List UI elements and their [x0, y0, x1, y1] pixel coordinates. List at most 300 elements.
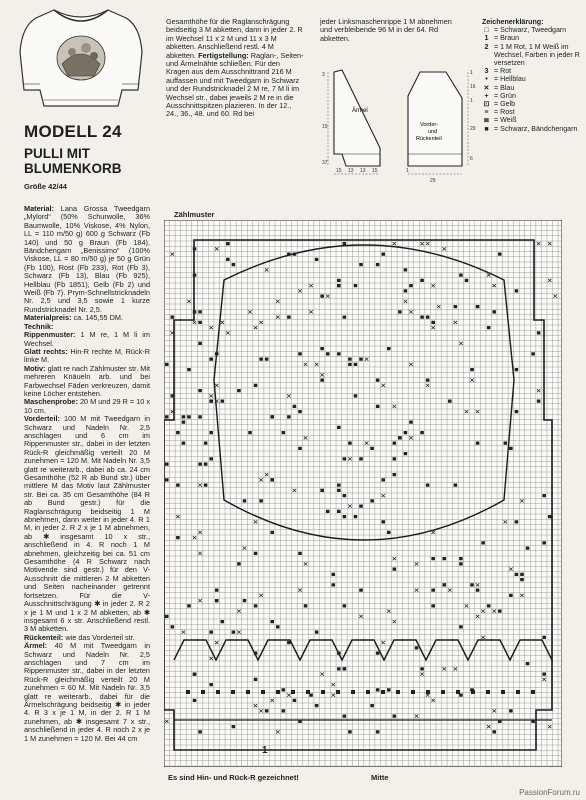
stitch-mark	[404, 268, 408, 271]
stitch-mark	[254, 604, 258, 607]
stitch-mark	[337, 279, 341, 282]
chart-footer-note: Es sind Hin- und Rück-R gezeichnet!	[168, 773, 299, 782]
stitch-mark	[381, 253, 385, 256]
band-stitch	[456, 690, 460, 694]
stitch-mark	[320, 347, 324, 350]
price-label: Materialpreis:	[24, 313, 72, 323]
stitch-mark	[215, 589, 219, 592]
subtitle-line-2: BLUMENKORB	[24, 161, 122, 176]
legend-symbol: ■	[484, 124, 489, 133]
stitch-mark	[398, 436, 402, 439]
stitch-mark	[298, 447, 302, 450]
stitch-mark	[381, 520, 385, 523]
dim-sleeve-bottom: 15	[336, 168, 342, 174]
stitch-mark	[165, 478, 169, 481]
stitch-mark	[376, 652, 380, 655]
stitch-mark	[221, 620, 225, 623]
stitch-mark	[420, 316, 424, 319]
chart-center-label: Mitte	[371, 773, 389, 782]
raglan-text: Gesamthöhe für die Raglanschrägung beidseitig 3 M abketten, dann in jeder 2. R im Wechsel 11 x 2 M und 11 x 3 M abketten. Anschließend restl. 4 M abketten.	[166, 17, 303, 60]
stitch-mark	[343, 242, 347, 245]
stitch-mark	[193, 699, 197, 702]
rippen-text: 1 M re, 1 M li im Wechsel.	[24, 330, 150, 348]
stitch-mark	[337, 352, 341, 355]
stitch-mark	[204, 442, 208, 445]
stitch-mark	[476, 589, 480, 592]
stitch-mark	[270, 531, 274, 534]
legend-symbol: ⊡	[483, 100, 490, 109]
stitch-mark	[481, 541, 485, 544]
stitch-mark	[337, 426, 341, 429]
legend-item	[482, 108, 582, 116]
chart-title: Zählmuster	[174, 210, 215, 219]
probe-text: 20 M und 29 R = 10 x 10 cm.	[24, 397, 150, 415]
stitch-mark	[237, 562, 241, 565]
stitch-mark	[537, 331, 541, 334]
stitch-mark	[209, 683, 213, 686]
stitch-mark	[209, 631, 213, 634]
body-label-2: und	[428, 129, 438, 135]
stitch-mark	[370, 499, 374, 502]
stitch-mark	[376, 688, 380, 691]
legend-item	[482, 116, 582, 124]
stitch-mark	[198, 389, 202, 392]
sweater-sketch	[14, 2, 148, 114]
stitch-mark	[376, 730, 380, 733]
legend-item	[482, 26, 582, 34]
stitch-mark	[404, 431, 408, 434]
stitch-mark	[420, 431, 424, 434]
legend-item	[482, 34, 582, 42]
fertig-text: Raglan-, Seiten- und Ärmelnähte schließen. Für den Kragen aus dem Ausschnittrand 216 M auffassen und mit Tweedgarn in Schwarz und der Rundstricknadel 2 M re, 7 M li im Wechsel str., dabei jeweils 2 M re in die Ausschnittspitzen plazieren. In der 12., 24., 36., 48. und 60. Rd bei	[166, 50, 304, 119]
band-stitch	[426, 690, 430, 694]
stitch-mark	[393, 442, 397, 445]
legend-symbol: ≣	[483, 116, 490, 125]
size-label: Größe 42/44	[24, 182, 67, 191]
stitch-mark	[487, 326, 491, 329]
stitch-mark	[542, 494, 546, 497]
legend-symbol: 3	[484, 67, 489, 76]
stitch-mark	[343, 494, 347, 497]
legend-text: = Hellblau	[494, 75, 526, 84]
schematic-pattern-pieces	[322, 68, 478, 186]
dim-body-bottom: 1	[406, 168, 409, 174]
stitch-mark	[492, 310, 496, 313]
band-stitch	[516, 690, 520, 694]
glatt-label: Glatt rechts:	[24, 346, 68, 356]
band-stitch	[366, 690, 370, 694]
stitch-mark	[343, 316, 347, 319]
stitch-mark	[393, 473, 397, 476]
band-stitch	[471, 690, 475, 694]
ruecken-label: Rückenteil:	[24, 632, 64, 642]
stitch-mark	[337, 667, 341, 670]
band-stitch	[246, 690, 250, 694]
dim-sleeve-bottom: 15	[372, 168, 378, 174]
dim-left: 3	[322, 72, 325, 78]
aermel-label: Ärmel:	[24, 641, 48, 651]
stitch-mark	[209, 358, 213, 361]
stitch-mark	[381, 478, 385, 481]
chart-marker-1: 1	[262, 745, 268, 756]
stitch-mark	[448, 400, 452, 403]
stitch-mark	[320, 379, 324, 382]
stitch-mark	[470, 583, 474, 586]
stitch-mark	[232, 725, 236, 728]
stitch-mark	[204, 463, 208, 466]
model-subtitle	[24, 146, 122, 176]
stitch-mark	[171, 316, 175, 319]
dim-body-right: 1	[470, 70, 473, 76]
stitch-mark	[243, 499, 247, 502]
material-text: Lana Grossa Tweedgarn „Mylord“ (50% Schurwolle, 36% Baumwolle, 10% Viskose, 4% Nylon, LL = 110 m/50 g) 600 g Schwarz (Fb 140) und 50 g Braun (Fb 184), Bändchengarn „Benissimo“ (100% Viskose, LL = 80 m/50 g) je 50 g Grün (Fb 100), Rost (Fb 233), Rot (Fb 3), Schwarz (Fb 13), Blau (Fb 925), Hellblau (Fb 1851), Gelb (Fb 2) und Weiß (Fb 7). Prym-Schnellstricknadeln Nr. 2,5 und 3,5 sowie 1 kurze Rundstricknadel Nr. 2,5.	[24, 204, 151, 314]
stitch-mark	[531, 352, 535, 355]
legend-text: = 1 M Rot, 1 M Weiß im Wechsel, Farben in jeder R versetzen	[494, 42, 580, 68]
stitch-mark	[182, 415, 186, 418]
stitch-mark	[209, 457, 213, 460]
stitch-mark	[459, 557, 463, 560]
stitch-chart	[164, 220, 562, 767]
stitch-mark	[426, 316, 430, 319]
stitch-mark	[187, 415, 191, 418]
stitch-mark	[315, 258, 319, 261]
stitch-mark	[343, 604, 347, 607]
stitch-mark	[293, 699, 297, 702]
stitch-mark	[287, 641, 291, 644]
band-stitch	[216, 690, 220, 694]
band-stitch	[276, 690, 280, 694]
legend-item	[482, 125, 582, 133]
stitch-mark	[348, 363, 352, 366]
stitch-mark	[431, 557, 435, 560]
stitch-mark	[221, 400, 225, 403]
stitch-mark	[354, 363, 358, 366]
stitch-mark	[254, 652, 258, 655]
rippen-label: Rippenmuster:	[24, 330, 76, 340]
legend-text: = Schwarz, Tweedgarn	[494, 26, 567, 35]
stitch-mark	[537, 400, 541, 403]
stitch-mark	[387, 347, 391, 350]
stitch-mark	[165, 415, 169, 418]
legend-symbol: ≡	[484, 108, 489, 117]
body-label-3: Rückenteil	[416, 136, 442, 142]
stitch-mark	[198, 463, 202, 466]
stitch-mark	[376, 405, 380, 408]
legend-item	[482, 100, 582, 108]
stitch-mark	[343, 715, 347, 718]
stitch-mark	[348, 730, 352, 733]
stitch-mark	[215, 352, 219, 355]
dim-body-right: 29	[470, 126, 476, 132]
vorder-label: Vorderteil:	[24, 414, 60, 424]
stitch-mark	[515, 573, 519, 576]
sleeve-label: Ärmel	[352, 108, 368, 114]
watermark: PassionForum.ru	[519, 788, 580, 797]
stitch-mark	[182, 442, 186, 445]
stitch-mark	[431, 321, 435, 324]
band-stitch	[201, 690, 205, 694]
band-stitch	[321, 690, 325, 694]
band-stitch	[261, 690, 265, 694]
technik-label: Technik:	[24, 321, 54, 331]
stitch-mark	[515, 410, 519, 413]
legend-item	[482, 92, 582, 100]
stitch-mark	[198, 415, 202, 418]
stitch-mark	[359, 589, 363, 592]
stitch-mark	[176, 431, 180, 434]
band-stitch	[186, 690, 190, 694]
stitch-mark	[337, 489, 341, 492]
band-stitch	[291, 690, 295, 694]
stitch-mark	[215, 599, 219, 602]
stitch-mark	[265, 709, 269, 712]
stitch-mark	[459, 625, 463, 628]
stitch-mark	[498, 610, 502, 613]
stitch-mark	[243, 599, 247, 602]
sleeve-piece	[334, 70, 380, 166]
stitch-mark	[492, 730, 496, 733]
stitch-mark	[337, 510, 341, 513]
stitch-mark	[343, 457, 347, 460]
stitch-mark	[387, 531, 391, 534]
legend-symbol: •	[485, 75, 488, 84]
stitch-mark	[315, 631, 319, 634]
dim-left: 37	[322, 160, 328, 166]
model-title: MODELL 24	[24, 122, 122, 141]
stitch-mark	[348, 358, 352, 361]
stitch-mark	[282, 688, 286, 691]
stitch-mark	[165, 463, 169, 466]
stitch-mark	[293, 405, 297, 408]
stitch-mark	[315, 704, 319, 707]
legend-item	[482, 84, 582, 92]
stitch-mark	[354, 515, 358, 518]
subtitle-line-1: PULLI MIT	[24, 146, 90, 161]
stitch-mark	[287, 415, 291, 418]
stitch-mark	[270, 415, 274, 418]
band-stitch	[381, 690, 385, 694]
stitch-mark	[326, 510, 330, 513]
stitch-mark	[254, 552, 258, 555]
stitch-mark	[487, 604, 491, 607]
stitch-mark	[459, 274, 463, 277]
stitch-mark	[459, 562, 463, 565]
stitch-mark	[542, 673, 546, 676]
stitch-mark	[387, 688, 391, 691]
stitch-mark	[337, 652, 341, 655]
stitch-mark	[270, 620, 274, 623]
stitch-mark	[248, 431, 252, 434]
stitch-mark	[504, 442, 508, 445]
aermel-text: 40 M mit Tweedgarn in Schwarz und Nadeln Nr. 2,5 anschlagen und 7 cm im Rippenmuster str., dabei in der letzten Rück-R gleichmäßig verteilt 20 M zunehmen = 60 M. Mit Nadeln Nr. 3,5 glatt re weiterarb., dabei für die Ärmelschrägung beidseitig ✱ in jeder 4. R 3 x je 1 M, in der 2. R 1 M zunehmen, ab ✱ insgesamt 7 x str., anschließend in jeder 4. R noch 2 x je 1 M zunehmen = 120 M. Bei 44 cm	[24, 641, 150, 743]
band-stitch	[336, 690, 340, 694]
stitch-mark	[415, 646, 419, 649]
stitch-mark	[359, 358, 363, 361]
stitch-mark	[420, 667, 424, 670]
stitch-mark	[193, 310, 197, 313]
stitch-mark	[454, 484, 458, 487]
stitch-mark	[282, 431, 286, 434]
stitch-mark	[409, 284, 413, 287]
stitch-mark	[193, 247, 197, 250]
stitch-mark	[431, 589, 435, 592]
stitch-mark	[526, 662, 530, 665]
stitch-mark	[476, 442, 480, 445]
stitch-mark	[348, 442, 352, 445]
stitch-mark	[298, 552, 302, 555]
stitch-mark	[282, 709, 286, 712]
stitch-mark	[370, 447, 374, 450]
stitch-mark	[515, 289, 519, 292]
stitch-mark	[548, 515, 552, 518]
stitch-mark	[204, 484, 208, 487]
stitch-mark	[237, 389, 241, 392]
stitch-mark	[454, 305, 458, 308]
stitch-mark	[359, 505, 363, 508]
legend-item	[482, 67, 582, 75]
vorder-text: 100 M mit Tweedgarn in Schwarz und Nadeln Nr. 2,5 anschlagen und 6 cm im Rippenmuster str., dabei in der letzten Rück-R gleichmäßig verteilt 20 M zunehmen = 120 M. Mit Nadeln Nr. 3,5 glatt re weiterarb., dabei ab ca. 24 cm Gesamthöhe (52 R ab Bund str.) über mittlere M das Motiv laut Zählmuster str. Bei ca. 35 cm Gesamthöhe (84 R ab Bund gestr.) für die Raglanschrägung beidseitig 1 M abnehmen, dann weiter in jeder 4. R 1 M, in jeder 2. R 2 x je 1 M abnehmen, ab ✱ insgesamt 10 x str., anschließend in 4. R noch 1 M abnehmen, gleichzeitig bei ca. 51 cm Gesamthöhe (4 R Schwarz nach Motivende sind gestr.) für den V-Ausschnitt die mittleren 2 M abketten und Seiten nacheinander getrennt fortsetzen. Für die V-Ausschnittschrägung ✱ in jeder 2. R 2 x je 1 M und 1 x 2 M abketten, ab ✱ insgesamt 6 x str. Anschließend restl. 3 M abketten.	[24, 414, 150, 634]
dim-sleeve-bottom: 13	[360, 168, 366, 174]
stitch-mark	[354, 394, 358, 397]
instructions-column	[24, 205, 150, 743]
band-stitch	[441, 690, 445, 694]
stitch-mark	[376, 263, 380, 266]
stitch-mark	[171, 394, 175, 397]
stitch-mark	[209, 431, 213, 434]
stitch-mark	[404, 289, 408, 292]
stitch-mark	[426, 379, 430, 382]
motiv-label: Motiv:	[24, 363, 46, 373]
band-stitch	[351, 690, 355, 694]
stitch-mark	[343, 667, 347, 670]
stitch-mark	[287, 316, 291, 319]
stitch-mark	[254, 678, 258, 681]
stitch-mark	[298, 720, 302, 723]
legend-text: = Schwarz, Bändchengarn	[494, 124, 578, 133]
dim-sleeve-bottom: 13	[348, 168, 354, 174]
stitch-mark	[171, 625, 175, 628]
legend-text: = Rot	[494, 67, 512, 76]
stitch-mark	[193, 673, 197, 676]
stitch-mark	[232, 631, 236, 634]
price-text: ca. 145,55 DM.	[73, 313, 123, 323]
probe-label: Maschenprobe:	[24, 397, 78, 407]
legend	[482, 18, 582, 133]
stitch-mark	[520, 578, 524, 581]
dim-left: 15	[322, 124, 328, 130]
stitch-mark	[443, 557, 447, 560]
stitch-mark	[343, 515, 347, 518]
stitch-mark	[520, 573, 524, 576]
stitch-mark	[515, 520, 519, 523]
legend-text: = Blau	[494, 83, 515, 92]
stitch-mark	[409, 421, 413, 424]
stitch-mark	[304, 604, 308, 607]
band-stitch	[306, 690, 310, 694]
stitch-mark	[354, 284, 358, 287]
legend-title: Zeichenerklärung:	[482, 18, 544, 26]
stitch-mark	[420, 279, 424, 282]
legend-symbol: +	[484, 91, 489, 100]
stitch-mark	[470, 368, 474, 371]
stitch-mark	[287, 253, 291, 256]
stitch-mark	[182, 421, 186, 424]
band-stitch	[396, 690, 400, 694]
stitch-mark	[337, 484, 341, 487]
ruecken-text: wie das Vorderteil str.	[65, 632, 135, 642]
motiv-text: glatt re nach Zählmuster str. Mit mehreren Knäueln arb. und bei Farbwechsel Fäden verkreuzen, damit keine Löcher entstehen.	[24, 363, 150, 398]
band-stitch	[486, 690, 490, 694]
stitch-mark	[320, 295, 324, 298]
legend-symbol: 1	[484, 34, 489, 43]
stitch-mark	[359, 263, 363, 266]
legend-text: = Braun	[494, 34, 520, 43]
band-stitch	[231, 690, 235, 694]
stitch-mark	[209, 400, 213, 403]
stitch-mark	[259, 499, 263, 502]
stitch-mark	[337, 284, 341, 287]
stitch-mark	[332, 573, 336, 576]
stitch-mark	[265, 358, 269, 361]
legend-symbol: ✕	[483, 83, 490, 92]
stitch-mark	[326, 352, 330, 355]
dim-body-right: 1	[470, 98, 473, 104]
stitch-mark	[531, 720, 535, 723]
stitch-mark	[187, 604, 191, 607]
band-stitch	[501, 690, 505, 694]
dim-body-right: 6	[470, 156, 473, 162]
stitch-mark	[404, 452, 408, 455]
middle-column-text	[166, 18, 304, 119]
material-label: Material:	[24, 204, 55, 213]
stitch-mark	[498, 253, 502, 256]
stitch-mark	[393, 457, 397, 460]
stitch-mark	[165, 615, 169, 618]
stitch-mark	[198, 730, 202, 733]
stitch-mark	[187, 368, 191, 371]
dim-body-bottom: 29	[430, 178, 436, 184]
glatt-text: Hin-R rechte M, Rück-R linke M.	[24, 346, 150, 365]
collar-text: jeder Linksmaschenrippe 1 M abnehmen und verbleibende 96 M in der 64. Rd abketten.	[320, 17, 452, 43]
legend-text: = Rost	[494, 108, 515, 117]
stitch-mark	[198, 310, 202, 313]
stitch-mark	[359, 457, 363, 460]
stitch-mark	[193, 274, 197, 277]
dim-body-right: 16	[470, 84, 476, 90]
stitch-mark	[259, 358, 263, 361]
legend-symbol: 2	[484, 42, 489, 51]
stitch-mark	[431, 604, 435, 607]
stitch-mark	[465, 279, 469, 282]
stitch-mark	[298, 352, 302, 355]
legend-item	[482, 43, 582, 68]
stitch-mark	[393, 715, 397, 718]
stitch-mark	[298, 410, 302, 413]
stitch-mark	[542, 636, 546, 639]
stitch-mark	[165, 363, 169, 366]
stitch-mark	[226, 258, 230, 261]
stitch-mark	[176, 484, 180, 487]
body-piece	[408, 72, 462, 166]
stitch-mark	[232, 263, 236, 266]
legend-symbol: □	[484, 26, 489, 35]
stitch-mark	[526, 547, 530, 550]
stitch-mark	[393, 568, 397, 571]
stitch-mark	[398, 310, 402, 313]
legend-text: = Grün	[494, 91, 516, 100]
stitch-mark	[198, 321, 202, 324]
stitch-mark	[293, 253, 297, 256]
